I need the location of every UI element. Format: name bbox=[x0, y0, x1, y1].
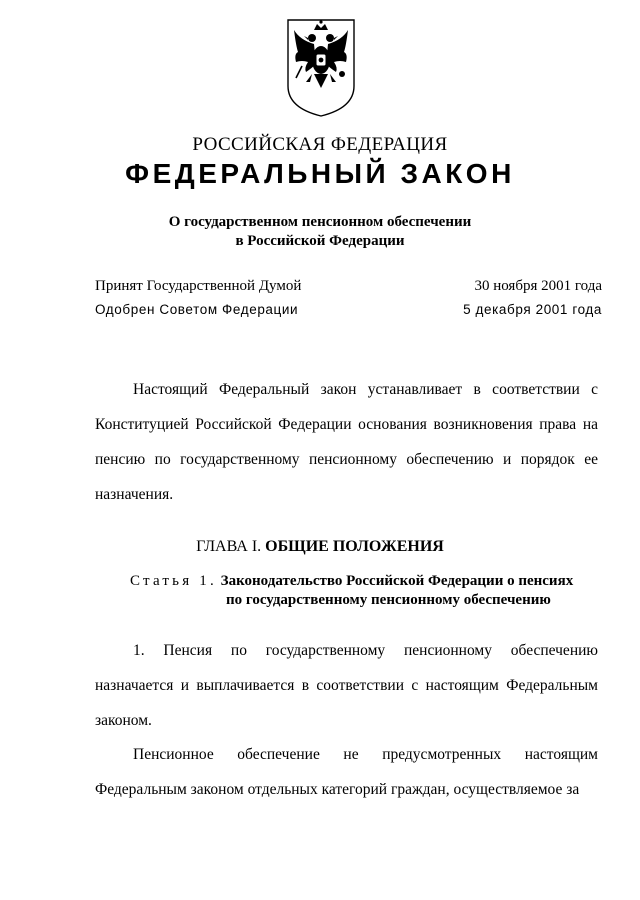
coat-of-arms-icon bbox=[284, 16, 358, 120]
chapter-prefix: ГЛАВА I. bbox=[196, 538, 262, 555]
preamble-text: Настоящий Федеральный закон устанавливает в соответствии с Конституцией Российской Федерации основания возникновения права на пенсию по государственному пенсионному обеспечению и порядок ее назначения. bbox=[95, 381, 598, 503]
council-approval-label: Одобрен Советом Федерации bbox=[95, 302, 299, 317]
paragraph-text: 1. Пенсия по государственному пенсионному обеспечению назначается и выплачивается в соответствии с настоящим Федеральным законом. bbox=[95, 642, 598, 729]
duma-adoption-date: 30 ноября 2001 года bbox=[474, 278, 602, 294]
article-title-line2: по государственному пенсионному обеспечению bbox=[226, 592, 551, 608]
preamble-paragraph bbox=[95, 372, 598, 512]
country-name: РОССИЙСКАЯ ФЕДЕРАЦИЯ bbox=[192, 134, 448, 155]
chapter-heading bbox=[0, 538, 640, 556]
article-title-line1: Законодательство Российской Федерации о пенсиях bbox=[220, 573, 574, 589]
body-paragraph bbox=[95, 737, 598, 807]
article-heading bbox=[130, 572, 573, 610]
paragraph-text: Пенсионное обеспечение не предусмотренных настоящим Федеральным законом отдельных категорий граждан, осуществляемое за bbox=[95, 746, 598, 798]
council-approval-date: 5 декабря 2001 года bbox=[463, 302, 602, 317]
law-title-line2: в Российской Федерации bbox=[235, 233, 405, 249]
law-title-line1: О государственном пенсионном обеспечении bbox=[168, 214, 472, 230]
duma-adoption-label: Принят Государственной Думой bbox=[95, 278, 302, 294]
article-lead: Статья 1. bbox=[130, 573, 217, 589]
document-type: ФЕДЕРАЛЬНЫЙ ЗАКОН bbox=[125, 158, 515, 189]
chapter-title: ОБЩИЕ ПОЛОЖЕНИЯ bbox=[265, 538, 444, 555]
law-title bbox=[0, 213, 640, 251]
body-paragraph bbox=[95, 633, 598, 738]
